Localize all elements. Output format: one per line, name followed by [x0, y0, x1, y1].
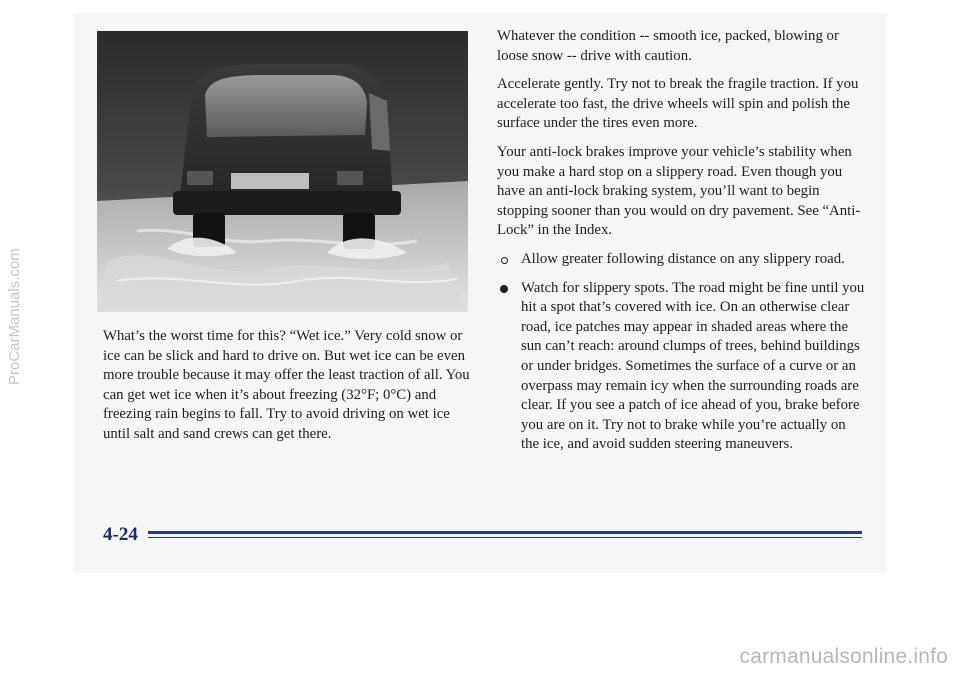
safety-bullet-list	[497, 250, 867, 455]
side-watermark: ProCarManuals.com	[6, 248, 23, 385]
footer-rule-thin	[148, 537, 862, 538]
driving-on-ice-text	[497, 27, 867, 464]
bullet-slippery-spots	[497, 279, 867, 455]
footer-rule	[148, 531, 862, 534]
bullet-following-distance	[497, 250, 867, 270]
bottom-watermark: carmanualsonline.info	[739, 645, 948, 668]
page-number: 4-24	[103, 524, 138, 545]
bullet-text: Allow greater following distance on any slippery road.	[521, 250, 845, 267]
paragraph-condition: Whatever the condition -- smooth ice, packed, blowing or loose snow -- drive with caution.	[497, 28, 839, 64]
bullet-text: Watch for slippery spots. The road might be fine until you hit a spot that’s covered with ice. On an otherwise clear road, ice patches may appear in shaded areas where the sun can’t reach: around clumps of trees, behind buildings or under bridges. Sometimes the surface of a curve or an overpass may remain icy when the surrounding roads are clear. If you see a patch of ice ahead of you, brake before you are on it. Try not to brake while you’re actually on the ice, and avoid sudden steering maneuvers.	[521, 279, 865, 453]
van-on-wet-ice-photo	[97, 31, 468, 312]
bullet-icon	[500, 285, 508, 293]
van-illustration	[97, 31, 468, 312]
paragraph-accelerate: Accelerate gently. Try not to break the fragile traction. If you accelerate too fast, the drive wheels will spin and polish the surface under the tires even more.	[497, 76, 859, 132]
paragraph-anti-lock: Your anti-lock brakes improve your vehicle’s stability when you make a hard stop on a slippery road. Even though you have an anti-lock braking system, you’ll want to begin stopping sooner than you would on dry pavement. See “Anti-Lock” in the Index.	[497, 143, 861, 239]
bullet-icon	[501, 257, 508, 264]
wet-ice-caption: What’s the worst time for this? “Wet ice.” Very cold snow or ice can be slick and hard to drive on. But wet ice can be even more trouble because it may offer the least traction of all. You can get wet ice when it’s about freezing (32°F; 0°C) and freezing rain begins to fall. Try to avoid driving on wet ice until salt and sand crews can get there.	[103, 328, 470, 442]
